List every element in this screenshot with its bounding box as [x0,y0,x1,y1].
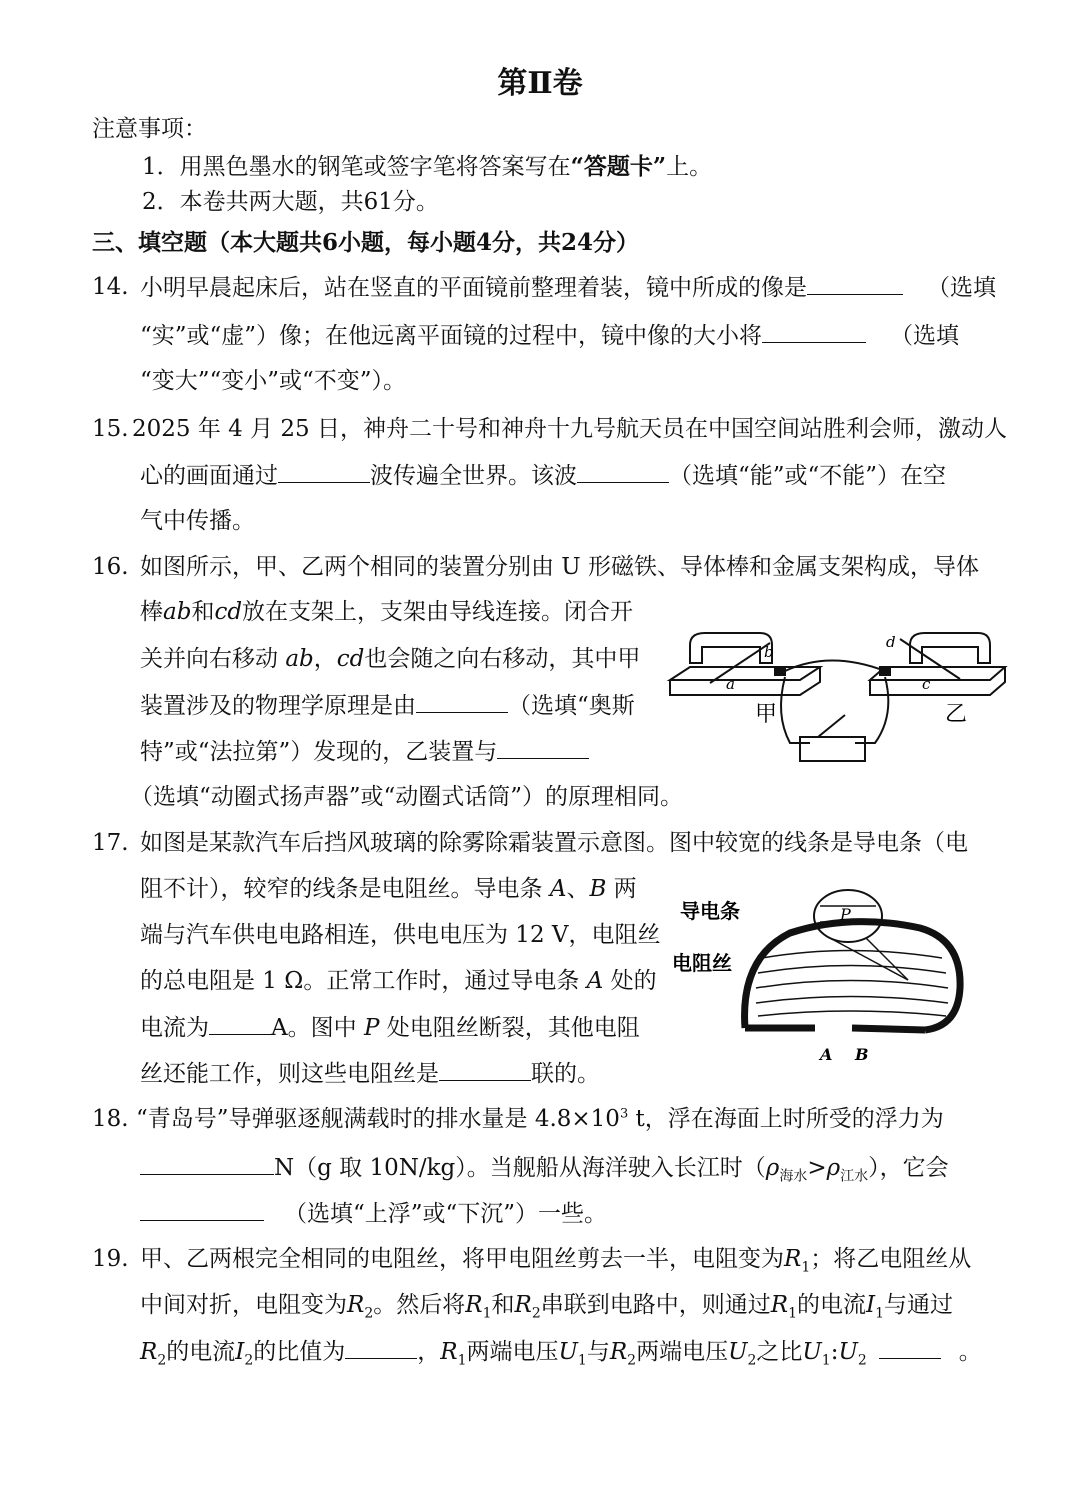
q16-text: 棒 [140,599,163,625]
q17-text: 、 [566,876,590,902]
q17-var-A: A [549,876,567,902]
q15-blank-2[interactable] [577,462,669,483]
q19-var-R: R [465,1292,483,1318]
heater-wire [762,951,942,959]
q15-line-3: 气中传播。 [140,508,255,534]
q19-var-R: R [440,1339,458,1365]
q14-blank-1[interactable] [807,274,903,295]
q17-text: 电流为 [140,1015,209,1041]
q19-blank-1[interactable] [345,1338,417,1359]
switch-base [800,737,865,761]
q19-sub: 1 [801,1259,811,1276]
q16-line-1: 如图所示，甲、乙两个相同的装置分别由 U 形磁铁、导体棒和金属支架构成，导体 [140,554,980,580]
q19-sub: 2 [531,1305,541,1322]
q16-line-5 [140,738,589,767]
q17-line-2 [140,876,637,904]
q19-line-2 [140,1292,953,1322]
q19-var-U: U [838,1339,858,1365]
q16-text: 关并向右移动 [140,646,278,672]
q17-line-5 [140,1014,640,1043]
q16-text: 也会随之向右移动，其中甲 [364,646,641,672]
magnifier-pointer [866,938,908,980]
q19-text: 之比 [756,1339,803,1365]
q19-sub: 2 [747,1352,757,1369]
q16-text: 装置涉及的物理学原理是由 [140,693,416,719]
q14-line-3: “变大”“变小”或“不变”）。 [140,368,407,394]
q17-line-4 [140,968,657,996]
wire-top [785,661,885,672]
q18-sub-sea: 海水 [779,1168,808,1185]
q19-text: 的电流 [797,1292,866,1318]
fig-label-a: a [726,675,735,693]
note-1-end: 上。 [666,154,713,180]
jia-magnet [690,633,772,663]
fig-label-b: b [764,643,774,661]
q16-var-cd: cd [336,646,365,672]
q19-var-R: R [784,1246,802,1272]
switch-lever [818,715,845,737]
q17-text: 阻不计），较窄的线条是电阻丝。导电条 [140,876,543,902]
q16-text: ， [313,646,337,672]
notes-heading: 注意事项： [92,116,207,142]
conductor-strip-b [852,1028,925,1030]
q19-blank-2[interactable] [879,1338,941,1359]
q19-text: 甲、乙两根完全相同的电阻丝，将甲电阻丝剪去一半，电阻变为 [140,1246,784,1272]
q16-text: 和 [191,599,215,625]
note-2: 2．本卷共两大题，共61分。 [142,189,439,215]
q19-sub: 1 [788,1305,797,1322]
jia-terminal [775,667,785,675]
q19-var-U: U [728,1339,748,1365]
q19-text: 。 [958,1339,982,1365]
q19-var-R: R [140,1339,158,1365]
q16-number: 16. [92,554,129,580]
q16-blank-1[interactable] [416,692,508,713]
q19-colon: : [830,1339,839,1365]
q19-line-1 [140,1246,971,1276]
q18-text: “青岛号”导弹驱逐舰满载时的排水量是 4.8×10 [136,1106,620,1132]
q19-var-U: U [558,1339,578,1365]
fig-label-B: B [855,1045,869,1064]
q16-blank-2[interactable] [497,738,589,759]
q17-line-1: 如图是某款汽车后挡风玻璃的除雾除霜装置示意图。图中较宽的线条是导电条（电 [140,830,968,856]
note-1-text: 1．用黑色墨水的钢笔或签字笔将答案写在 [142,154,571,180]
magnifier-pointer [830,938,908,980]
q18-superscript: 3 [619,1106,629,1122]
q19-sub: 2 [157,1352,167,1369]
q17-var-A: A [586,968,604,994]
q19-text: 中间对折，电阻变为 [140,1292,347,1318]
q19-sub: 1 [482,1305,492,1322]
q17-line-6 [140,1060,600,1089]
fig-label-P: P [840,905,851,924]
section-3-heading: 三、填空题（本大题共6小题，每小题4分，共24分） [92,229,640,256]
q19-line-3 [140,1338,982,1369]
q18-text: N（g 取 10N/kg）。当舰船从海洋驶入长江时（ [274,1155,766,1181]
q19-text: 的比值为 [253,1339,346,1365]
q18-text: ），它会 [868,1155,949,1181]
q19-text: ， [417,1339,441,1365]
fig-label-conductor: 导电条 [680,899,740,923]
q14-text: （选填 [890,323,960,349]
q19-var-I: I [866,1292,876,1318]
q19-var-U: U [802,1339,822,1365]
q18-gt: > [807,1155,827,1181]
fig-label-A: A [820,1045,833,1064]
q17-number: 17. [92,830,129,856]
fig-label-c: c [922,675,931,693]
q16-text: 特”或“法拉第”）发现的，乙装置与 [140,739,498,765]
q19-sub: 1 [875,1305,885,1322]
q19-number: 19. [92,1246,129,1272]
q16-var-cd: cd [214,599,243,625]
q19-text: 的电流 [166,1339,236,1365]
q19-var-R: R [514,1292,532,1318]
q14-text: “实”或“虚”）像；在他远离平面镜的过程中，镜中像的大小将 [140,323,763,349]
q19-text: 和 [491,1292,515,1318]
q14-text: 小明早晨起床后，站在竖直的平面镜前整理着装，镜中所成的像是 [140,275,807,301]
q17-text: 两 [613,876,637,902]
wire-left [781,677,810,743]
q16-line-6: （选填“动圈式扬声器”或“动圈式话筒”）的原理相同。 [130,784,684,810]
q19-var-R: R [770,1292,789,1318]
q19-text: 两端电压 [466,1339,559,1365]
q18-line-2 [140,1154,949,1185]
q19-text: ；将乙电阻丝从 [810,1246,972,1272]
q15-text: 心的画面通过 [140,463,278,489]
fig-label-wire: 电阻丝 [672,951,732,975]
q17-text: 处电阻丝断裂，其他电阻 [386,1015,640,1041]
heater-wire [758,966,946,974]
q18-sub-river: 江水 [840,1168,869,1185]
q18-rho: ρ [826,1155,841,1181]
q18-line-1 [136,1106,944,1134]
q15-line-2 [140,462,946,491]
heater-wire [756,981,948,989]
q18-number: 18. [92,1106,129,1132]
q16-var-ab: ab [163,599,192,625]
q19-sub: 2 [364,1305,374,1322]
q17-blank-2[interactable] [439,1060,531,1081]
q17-line-3: 端与汽车供电电路相连，供电电压为 12 V，电阻丝 [140,922,661,948]
q14-line-1 [140,274,996,303]
q17-text: 丝还能工作，则这些电阻丝是 [140,1061,439,1087]
q16-text: 放在支架上，支架由导线连接。闭合开 [242,599,634,625]
q14-text: （选填 [927,275,996,301]
q15-blank-1[interactable] [278,462,370,483]
q18-blank-1[interactable] [140,1154,274,1175]
q17-text: 处的 [610,968,657,994]
note-1-bold: “答题卡” [570,153,667,180]
q17-text: 联的。 [531,1061,600,1087]
q16-var-ab: ab [285,646,314,672]
q18-text: （选填“上浮”或“下沉”）一些。 [284,1201,608,1227]
q14-blank-2[interactable] [762,322,866,343]
q16-text: （选填“奥斯 [508,693,635,719]
q19-var-R: R [609,1339,628,1365]
q16-line-2 [140,599,633,627]
q19-text: 串联到电路中，则通过 [540,1292,771,1318]
q19-text: 与通过 [884,1292,954,1318]
q15-number: 15. [92,416,129,442]
note-1 [142,153,712,182]
page-title: 第Ⅱ卷 [497,66,583,101]
q14-number: 14. [92,274,129,300]
q19-sub: 2 [244,1352,254,1369]
q15-text: （选填“能”或“不能”）在空 [669,463,947,489]
q19-text: 与 [586,1339,610,1365]
q18-rho: ρ [765,1155,780,1181]
yi-magnet [910,633,990,663]
wire-right [855,677,888,743]
q17-var-P: P [363,1015,380,1041]
q16-line-4 [140,692,635,721]
q17-figure [670,858,970,1068]
q15-text: 波传遍全世界。该波 [370,463,577,489]
fig-label-jia: 甲 [755,702,778,727]
q15-line-1: 2025 年 4 月 25 日，神舟二十号和神舟十九号航天员在中国空间站胜利会师，激动人 [132,416,1007,442]
q18-blank-2[interactable] [140,1200,264,1221]
heater-wire [758,1011,946,1016]
q18-line-3 [140,1200,607,1229]
jia-platform-top [670,667,820,680]
heater-wire [756,997,948,1004]
q17-text: A。图中 [271,1015,357,1041]
q17-var-B: B [589,876,607,902]
q19-sub: 2 [857,1352,867,1369]
q19-text: 。然后将 [373,1292,466,1318]
q14-line-2 [140,322,959,351]
q19-sub: 2 [627,1352,637,1369]
q17-text: 的总电阻是 1 Ω。正常工作时，通过导电条 [140,968,580,994]
q16-line-3 [140,646,640,674]
q19-var-R: R [347,1292,365,1318]
q18-text: t，浮在海面上时所受的浮力为 [628,1106,944,1132]
q19-sub: 1 [821,1352,831,1369]
q17-blank-1[interactable] [209,1014,271,1035]
fig-label-yi: 乙 [945,702,968,727]
fig-label-d: d [886,633,896,651]
q16-figure [660,615,1010,775]
q19-text: 两端电压 [636,1339,729,1365]
q19-sub: 1 [457,1352,467,1369]
q19-var-I: I [235,1339,245,1365]
q19-sub: 1 [577,1352,587,1369]
